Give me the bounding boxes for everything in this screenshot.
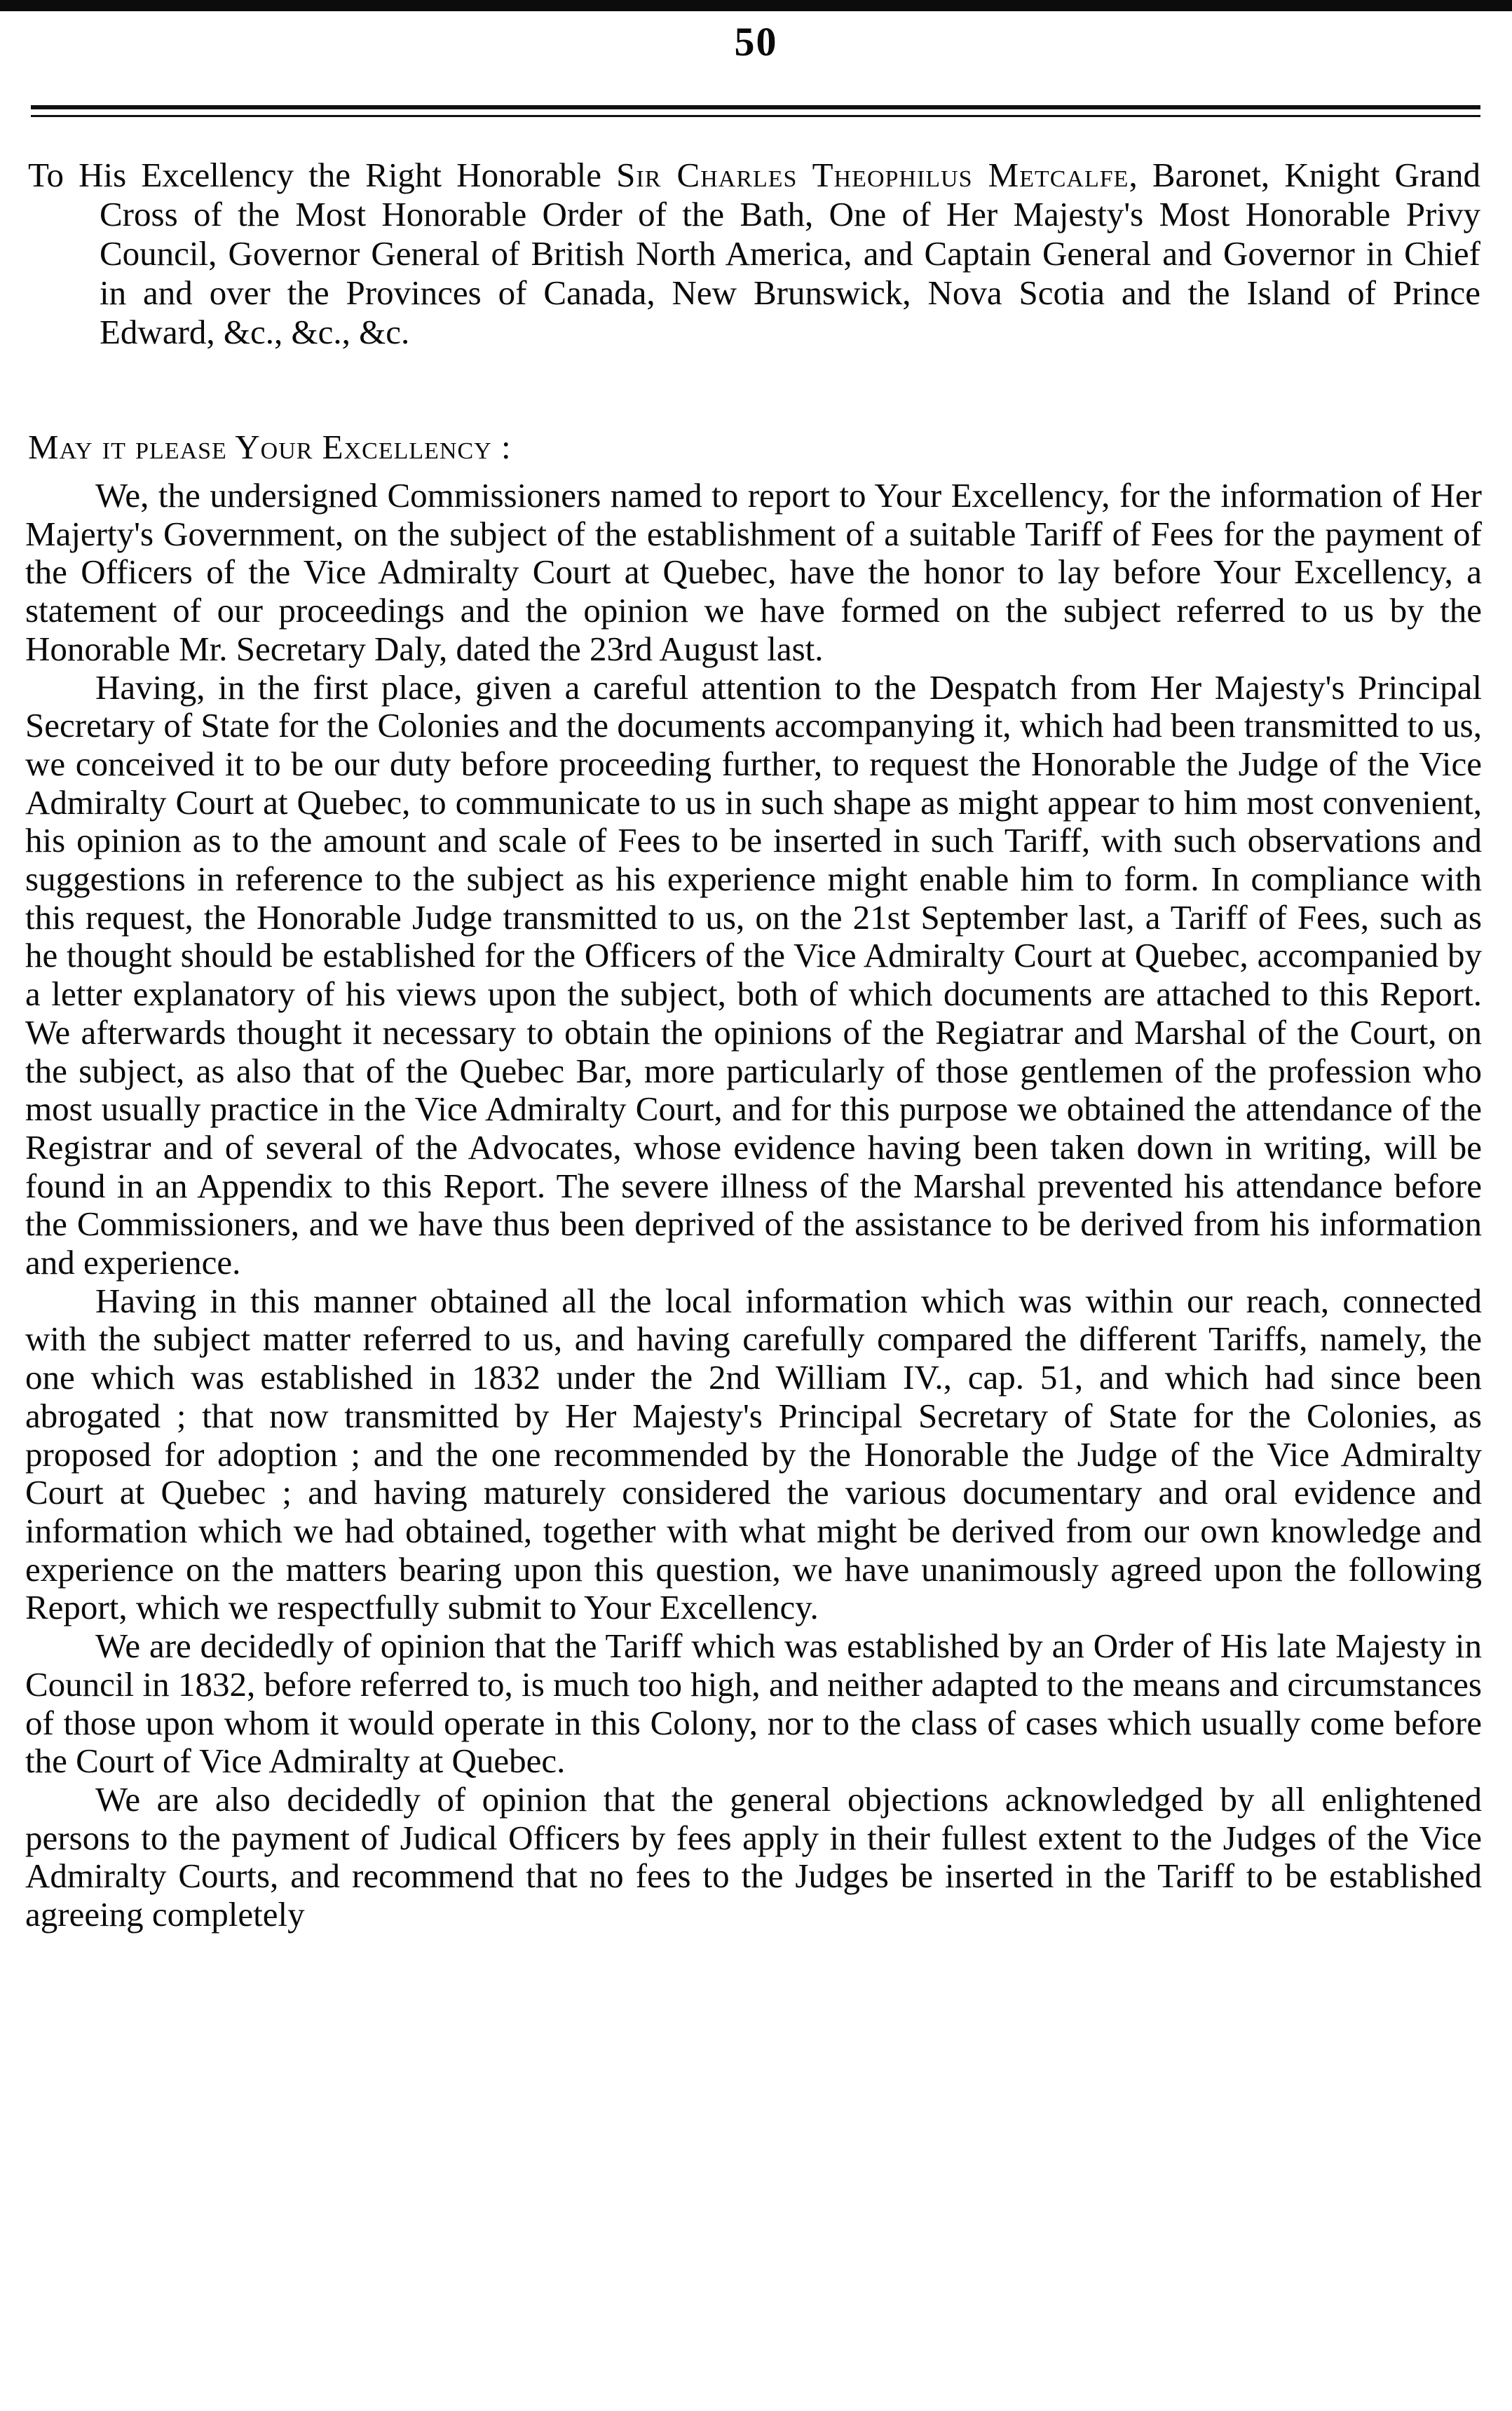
report-body [25, 477, 1482, 1934]
paragraph-judges-fees: We are also decidedly of opinion that the general objections acknowledged by all enlightened persons to the payment of Judical Officers by fees apply in their fullest extent to the Judges of the Vice Admiralty Courts, and recommend that no fees to the Judges be inserted in the Tariff to be established agreeing completely [25, 1779, 1482, 1934]
header-rule-thick [31, 105, 1480, 109]
page-number: 50 [734, 19, 778, 64]
address-text-rest: , Baronet, Knight Grand Cross of the Most Honorable Order of the Bath, One of Her Majesty's Most Honorable Privy Council, Governor General of British North America, and Captain General and Governor in Chief in and over the Provinces of Canada, New Brunswick, Nova Scotia and the Island of Prince Edward, &c., &c., &c. [100, 156, 1481, 351]
addressee-name: Sir Charles Theophilus Metcalfe [616, 156, 1129, 194]
address-text-start: His Excellency the Right Honorable [79, 156, 617, 194]
paragraph-comparison: Having in this manner obtained all the local information which was within our reach, connected with the subject matter referred to us, and having carefully compared the different Tariffs, namely, the one which was established in 1832 under the 2nd William IV., cap. 51, and which had since been abrogated ; that now transmitted by Her Majesty's Principal Secretary of State for the Colonies, as proposed for adoption ; and the one recommended by the Honorable the Judge of the Vice Admiralty Court at Quebec ; and having maturely considered the various documentary and oral evidence and information which we had obtained, together with what might be derived from our own knowledge and experience on the matters bearing upon this question, we have unanimously agreed upon the following Report, which we respectfully submit to Your Excellency. [25, 1281, 1482, 1627]
address-to: To [28, 156, 64, 194]
paragraph-tariff-opinion: We are decidedly of opinion that the Tariff which was established by an Order of His late Majesty in Council in 1832, before referred to, is much too high, and neither adapted to the means and circumstances of those upon whom it would operate in this Colony, nor to the class of cases which usually come before the Court of Vice Admiralty at Quebec. [25, 1626, 1482, 1781]
address-block [28, 156, 1480, 352]
paragraph-inquiry: Having, in the first place, given a careful attention to the Despatch from Her Majesty's Principal Secretary of State for the Colonies and the documents accompanying it, which had been transmitted to us, we conceived it to be our duty before proceeding further, to request the Honorable the Judge of the Vice Admiralty Court at Quebec, to communicate to us in such shape as might appear to him most convenient, his opinion as to the amount and scale of Fees to be inserted in such Tariff, with such observations and suggestions in reference to the subject as his experience might enable him to form. In compliance with this request, the Honorable Judge transmitted to us, on the 21st September last, a Tariff of Fees, such as he thought should be established for the Officers of the Vice Admiralty Court at Quebec, accompanied by a letter explanatory of his views upon the subject, both of which documents are attached to this Report. We afterwards thought it necessary to obtain the opinions of the Regiatrar and Marshal of the Court, on the subject, as also that of the Quebec Bar, more particularly of those gentlemen of the profession who most usually practice in the Vice Admiralty Court, and for this purpose we obtained the attendance of the Registrar and of several of the Advocates, whose evidence having been taken down in writing, will be found in an Appendix to this Report. The severe illness of the Marshal prevented his attendance before the Commissioners, and we have thus been deprived of the assistance to be derived from his information and experience. [25, 667, 1482, 1282]
scan-top-edge [0, 0, 1512, 11]
paragraph-proceedings: We, the undersigned Commissioners named to report to Your Excellency, for the information of Her Majerty's Government, on the subject of the establishment of a suitable Tariff of Fees for the payment of the Officers of the Vice Admiralty Court at Quebec, have the honor to lay before Your Excellency, a statement of our proceedings and the opinion we have formed on the subject referred to us by the Honorable Mr. Secretary Daly, dated the 23rd August last. [25, 476, 1482, 668]
header-rule-thin [31, 115, 1480, 117]
salutation: May it please Your Excellency : [28, 428, 512, 466]
